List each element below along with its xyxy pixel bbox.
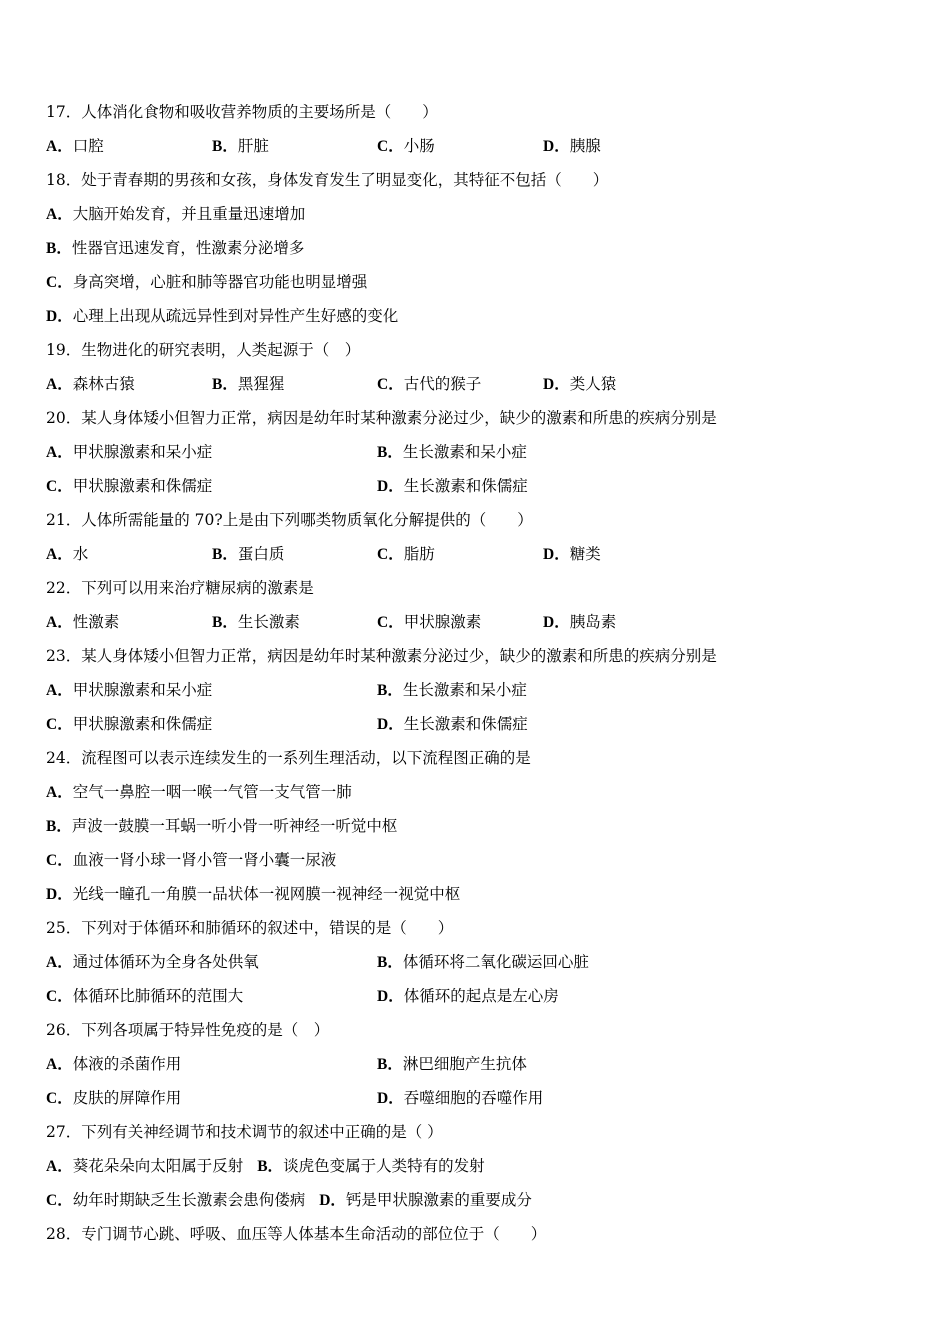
question-21-stem: [46, 510, 910, 530]
option-c: C．甲状腺激素和侏儒症: [46, 715, 213, 733]
option-d: D．生长激素和侏儒症: [377, 477, 528, 495]
question-27-options-row1: [46, 1156, 910, 1177]
question-18-stem: [46, 170, 910, 190]
option-a: A．空气一鼻腔一咽一喉一气管一支气管一肺: [46, 783, 352, 801]
option-b: B．肝脏: [212, 137, 269, 155]
option-b: B．淋巴细胞产生抗体: [377, 1055, 527, 1073]
question-text: 人体消化食物和吸收营养物质的主要场所是（ ）: [81, 103, 438, 121]
question-26-stem: [46, 1020, 910, 1040]
option-d: D．体循环的起点是左心房: [377, 987, 559, 1005]
option-c: C．血液一肾小球一肾小管一肾小囊一尿液: [46, 851, 337, 869]
option-b: B．蛋白质: [212, 545, 285, 563]
option-c: C．身高突增，心脏和肺等器官功能也明显增强: [46, 273, 368, 291]
option-d: D．糖类: [543, 545, 601, 563]
option-b: B．性器官迅速发育，性激素分泌增多: [46, 239, 305, 257]
question-number: 26．: [46, 1021, 82, 1039]
question-text: 流程图可以表示连续发生的一系列生理活动，以下流程图正确的是: [81, 749, 531, 767]
question-number: 19．: [46, 341, 82, 359]
option-a: A．甲状腺激素和呆小症: [46, 443, 213, 461]
question-17-stem: [46, 102, 910, 122]
option-a: A．葵花朵朵向太阳属于反射: [46, 1157, 244, 1175]
option-d: D．吞噬细胞的吞噬作用: [377, 1089, 544, 1107]
option-c: C．小肠: [377, 137, 435, 155]
option-d: D．钙是甲状腺激素的重要成分: [319, 1191, 532, 1209]
question-20-stem: [46, 408, 910, 428]
option-c: C．幼年时期缺乏生长激素会患佝偻病: [46, 1191, 306, 1209]
question-27-options-row2: [46, 1190, 910, 1211]
question-22-stem: [46, 578, 910, 598]
option-a: A．森林古猿: [46, 375, 135, 393]
option-d: D．胰岛素: [543, 613, 617, 631]
question-25-stem: [46, 918, 910, 938]
question-text: 某人身体矮小但智力正常，病因是幼年时某种激素分泌过少，缺少的激素和所患的疾病分别是: [81, 409, 717, 427]
question-number: 28．: [46, 1225, 82, 1243]
option-a: A．水: [46, 545, 89, 563]
question-text: 下列可以用来治疗糖尿病的激素是: [81, 579, 314, 597]
question-number: 18．: [46, 171, 82, 189]
question-number: 23．: [46, 647, 82, 665]
question-number: 22．: [46, 579, 82, 597]
option-b: B．生长激素和呆小症: [377, 681, 527, 699]
option-b: B．谈虎色变属于人类特有的发射: [257, 1157, 485, 1175]
question-number: 17．: [46, 103, 82, 121]
option-d: D．生长激素和侏儒症: [377, 715, 528, 733]
option-b: B．黑猩猩: [212, 375, 285, 393]
question-number: 24．: [46, 749, 82, 767]
option-d: D．光线一瞳孔一角膜一品状体一视网膜一视神经一视觉中枢: [46, 885, 461, 903]
question-text: 生物进化的研究表明，人类起源于（ ）: [81, 341, 361, 359]
option-c: C．甲状腺激素和侏儒症: [46, 477, 213, 495]
option-d: D．类人猿: [543, 375, 617, 393]
option-b: B．体循环将二氧化碳运回心脏: [377, 953, 589, 971]
question-text: 人体所需能量的 70?上是由下列哪类物质氧化分解提供的（ ）: [81, 511, 533, 529]
question-number: 27．: [46, 1123, 82, 1141]
question-number: 20．: [46, 409, 82, 427]
option-c: C．皮肤的屏障作用: [46, 1089, 182, 1107]
question-28-stem: [46, 1224, 910, 1244]
question-23-stem: [46, 646, 910, 666]
option-d: D．胰腺: [543, 137, 601, 155]
question-text: 处于青春期的男孩和女孩，身体发育发生了明显变化，其特征不包括（ ）: [81, 171, 609, 189]
option-a: A．口腔: [46, 137, 104, 155]
option-b: B．声波一鼓膜一耳蜗一听小骨一听神经一听觉中枢: [46, 817, 398, 835]
question-text: 下列各项属于特异性免疫的是（ ）: [81, 1021, 330, 1039]
question-text: 专门调节心跳、呼吸、血压等人体基本生命活动的部位位于（ ）: [81, 1225, 547, 1243]
option-c: C．古代的猴子: [377, 375, 482, 393]
question-text: 下列对于体循环和肺循环的叙述中，错误的是（ ）: [81, 919, 454, 937]
option-d: D．心理上出现从疏远异性到对异性产生好感的变化: [46, 307, 399, 325]
question-number: 21．: [46, 511, 82, 529]
option-c: C．体循环比肺循环的范围大: [46, 987, 244, 1005]
question-27-stem: [46, 1122, 910, 1142]
option-b: B．生长激素和呆小症: [377, 443, 527, 461]
question-19-stem: [46, 340, 910, 360]
option-c: C．脂肪: [377, 545, 435, 563]
question-number: 25．: [46, 919, 82, 937]
question-text: 某人身体矮小但智力正常，病因是幼年时某种激素分泌过少，缺少的激素和所患的疾病分别是: [81, 647, 717, 665]
question-24-stem: [46, 748, 910, 768]
option-c: C．甲状腺激素: [377, 613, 482, 631]
option-a: A．体液的杀菌作用: [46, 1055, 182, 1073]
question-text: 下列有关神经调节和技术调节的叙述中正确的是（ ）: [81, 1123, 443, 1141]
option-a: A．性激素: [46, 613, 120, 631]
option-a: A．通过体循环为全身各处供氧: [46, 953, 259, 971]
option-a: A．大脑开始发育，并且重量迅速增加: [46, 205, 306, 223]
option-a: A．甲状腺激素和呆小症: [46, 681, 213, 699]
option-b: B．生长激素: [212, 613, 300, 631]
